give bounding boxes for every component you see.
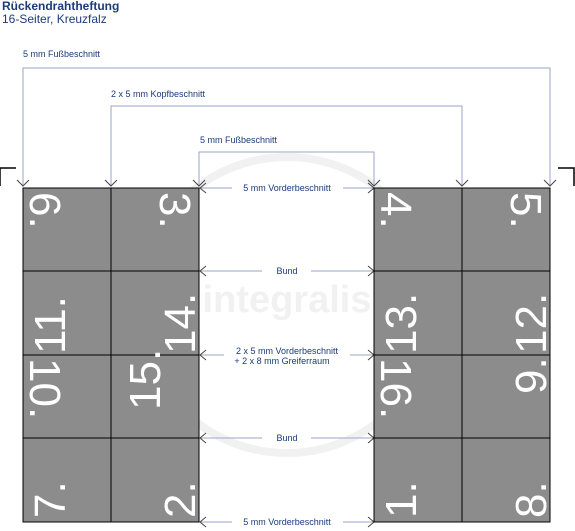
bund-bottom-label: Bund: [276, 433, 298, 443]
page-number-14: 14.: [156, 292, 205, 354]
face-trim-top-label: 5 mm Vorderbeschnitt: [243, 183, 331, 193]
page-number-6: 6.: [20, 192, 69, 229]
page-number-15: 15.: [121, 348, 170, 410]
head-bracket: [111, 106, 462, 186]
watermark-text: integralis: [202, 279, 372, 321]
middle-label-line2: + 2 x 8 mm Greiferraum: [234, 356, 330, 366]
page-number-10: 10.: [20, 358, 69, 420]
page-number-16: 16.: [371, 358, 420, 420]
inner-foot-trim-label: 5 mm Fußbeschnitt: [200, 135, 278, 145]
page-number-5: 5.: [501, 192, 550, 229]
page-grid-right: [374, 188, 550, 522]
bund-top-label: Bund: [276, 266, 298, 276]
page-number-1: 1.: [377, 481, 426, 518]
page-number-2: 2.: [156, 481, 205, 518]
outer-foot-trim-label: 5 mm Fußbeschnitt: [23, 49, 101, 59]
head-trim-label: 2 x 5 mm Kopfbeschnitt: [111, 89, 206, 99]
page-number-8: 8.: [507, 481, 556, 518]
outer-foot-bracket: [23, 68, 550, 186]
crop-mark-right: [558, 168, 574, 186]
page-number-13: 13.: [377, 292, 426, 354]
page-number-7: 7.: [26, 481, 75, 518]
page-number-9: 9.: [507, 357, 556, 394]
title: Rückendrahtheftung: [2, 0, 120, 13]
page-number-12: 12.: [507, 292, 556, 354]
page-number-11: 11.: [26, 296, 75, 354]
page-number-4: 4.: [371, 192, 420, 229]
crop-mark-left: [0, 168, 16, 186]
page-number-3: 3.: [150, 192, 199, 229]
face-trim-bottom-label: 5 mm Vorderbeschnitt: [243, 517, 331, 527]
page-grid-left: [23, 188, 199, 522]
middle-label-line1: 2 x 5 mm Vorderbeschnitt: [235, 346, 339, 356]
subtitle: 16-Seiter, Kreuzfalz: [2, 12, 107, 26]
